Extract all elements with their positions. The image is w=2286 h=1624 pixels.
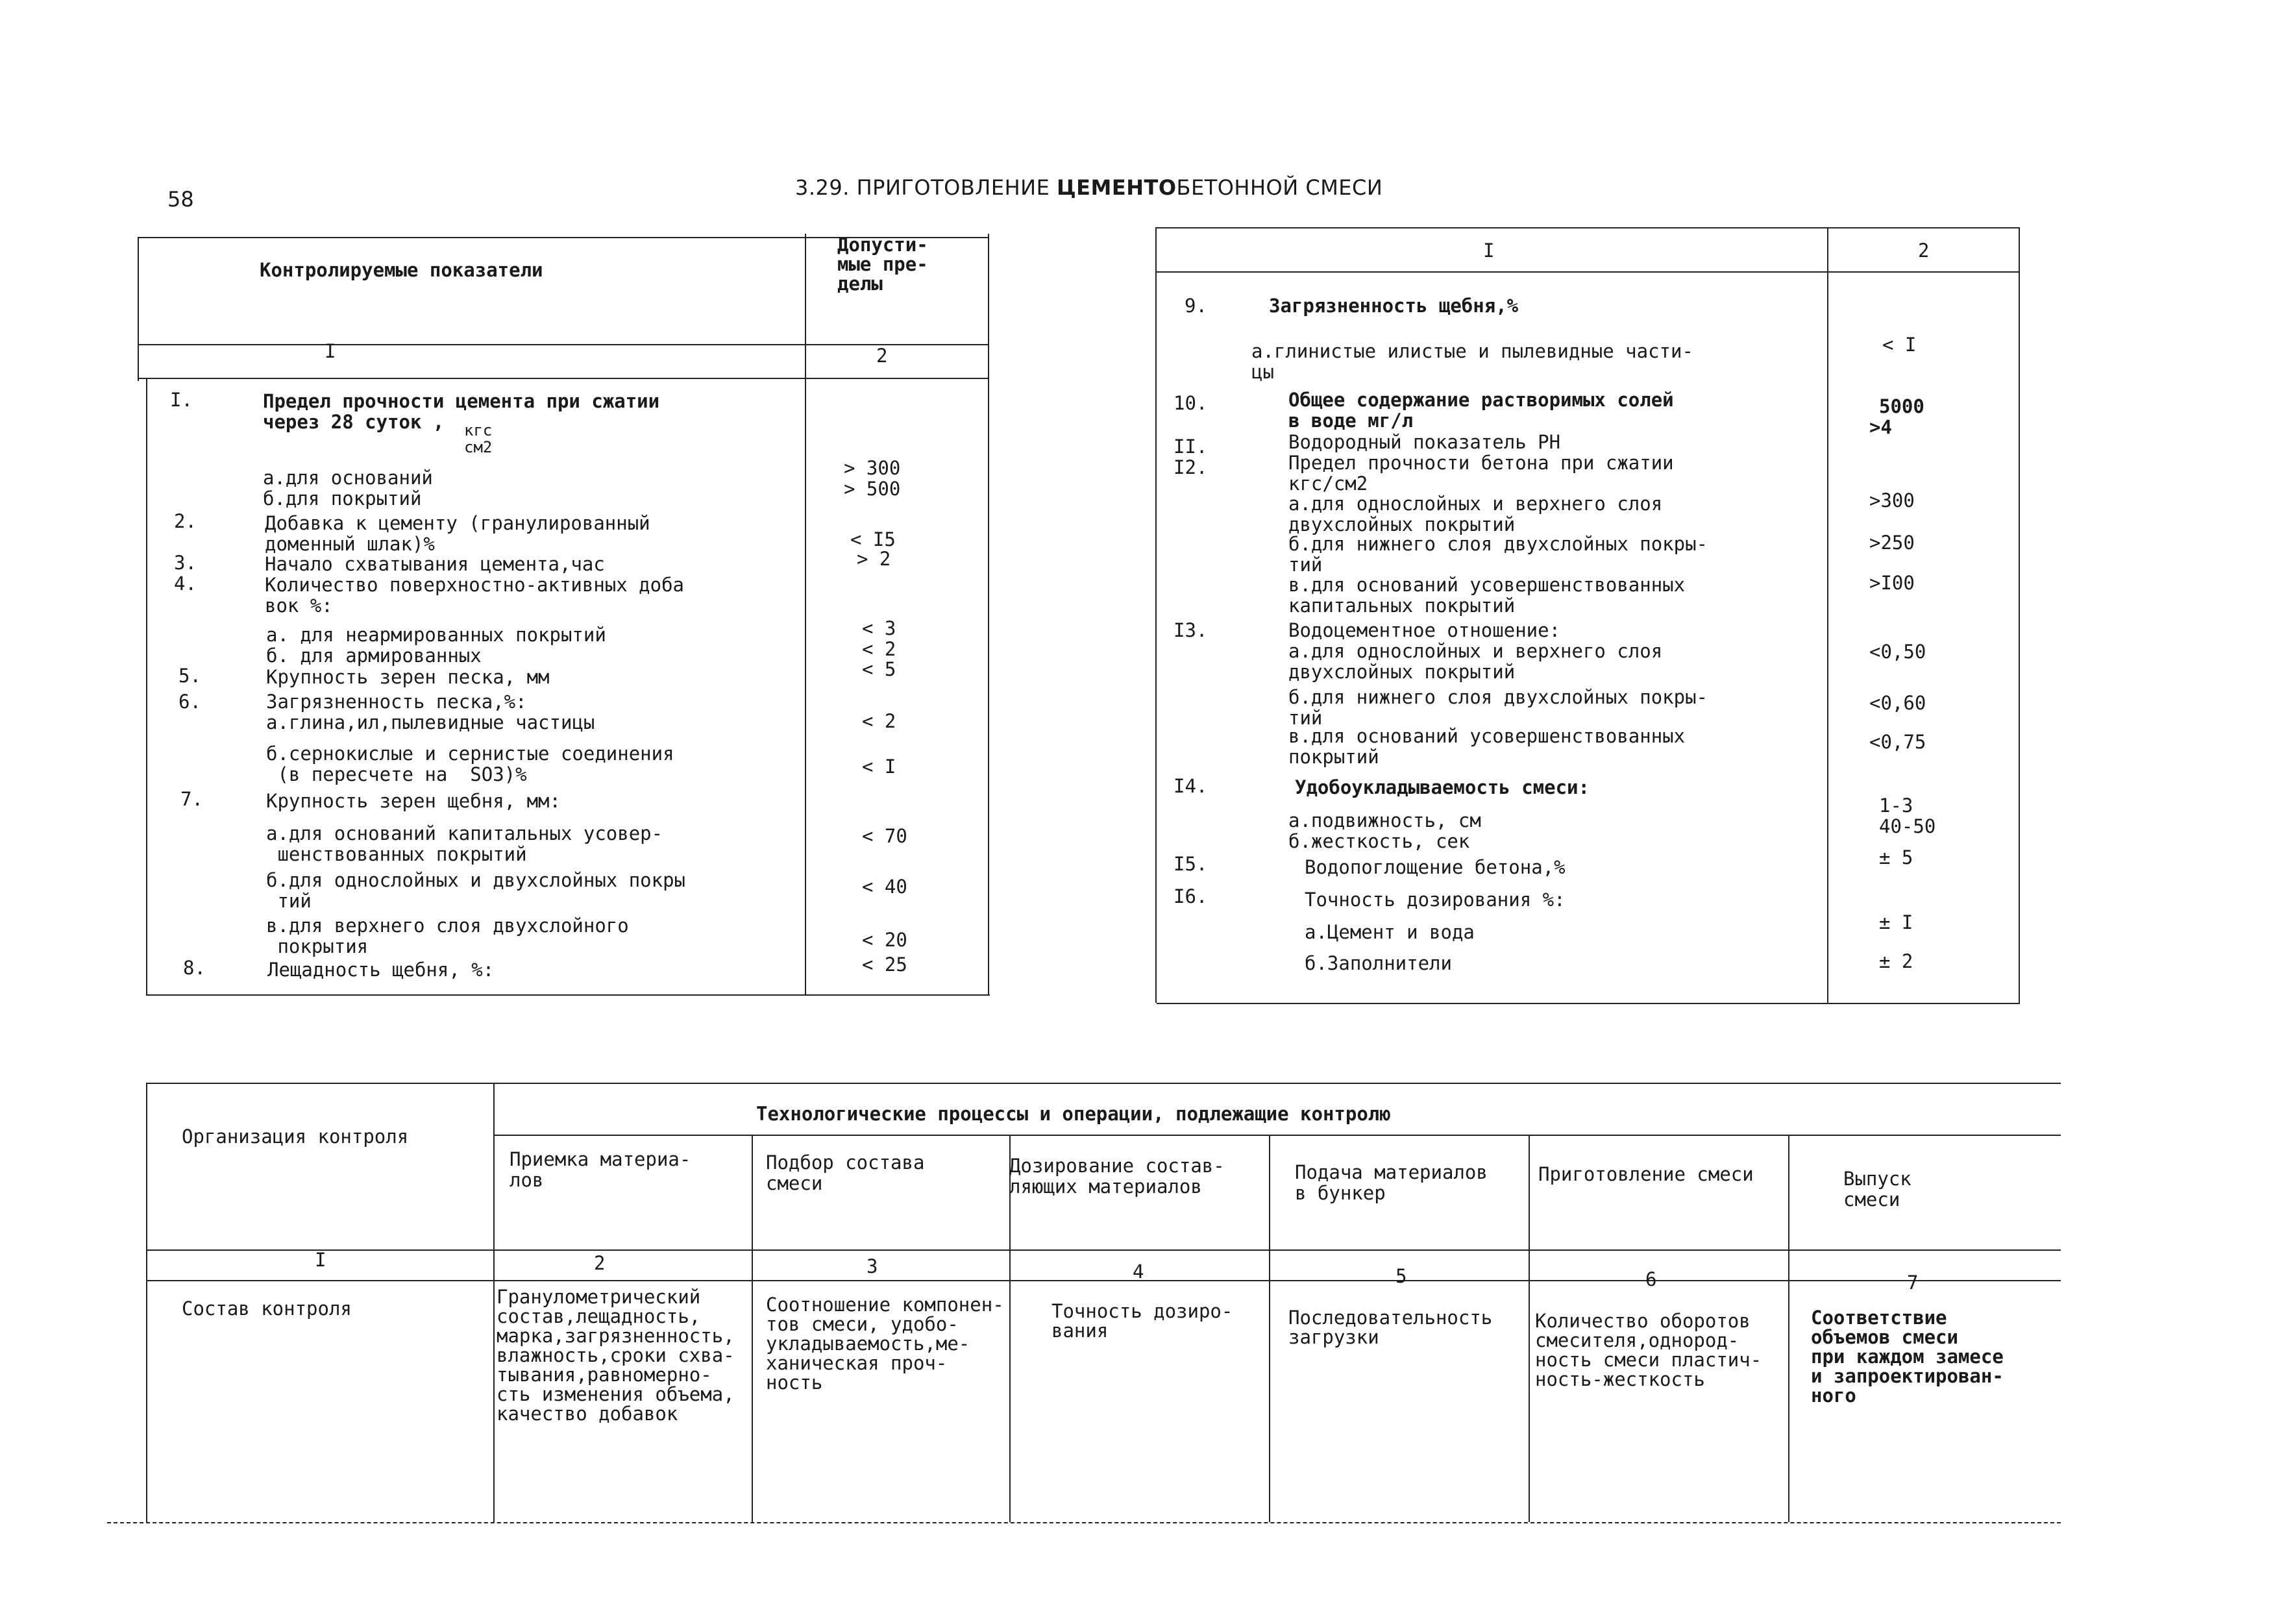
row-text: Точность дозирования %: bbox=[1305, 889, 1566, 911]
unit-fraction: кгс см2 bbox=[464, 421, 493, 456]
row-text: в.для оснований усовершенствованных покрытий bbox=[1288, 725, 1686, 768]
row-value: < 40 bbox=[862, 876, 907, 898]
row-text: Загрязненность щебня,% bbox=[1269, 295, 1519, 317]
row-num: I6. bbox=[1174, 885, 1208, 907]
row-num: 8. bbox=[183, 957, 206, 979]
row-cell: Соответствие объемов смеси при каждом замесе и запроектирован- ного bbox=[1811, 1307, 2004, 1407]
row-num: I. bbox=[170, 389, 193, 411]
row-value: >I00 bbox=[1869, 572, 1915, 594]
row-value: < I bbox=[1882, 334, 1917, 356]
row-num: 2. bbox=[174, 510, 197, 532]
row-value: < 70 bbox=[862, 825, 907, 847]
row-num: 7. bbox=[180, 788, 203, 810]
row-text: Добавка к цементу (гранулированный доменный шлак)% bbox=[265, 512, 650, 555]
row-num: I5. bbox=[1174, 853, 1208, 875]
header-indicators: Контролируемые показатели bbox=[260, 259, 543, 281]
row-cell: Гранулометрический состав,лещадность, марка,загрязненность, влажность,сроки схва- тывания,равномерно- сть изменения объема, качество добавок bbox=[497, 1286, 735, 1425]
row-text: б.для однослойных и двухслойных покры тий bbox=[266, 869, 686, 912]
header-org: Организация контроля bbox=[182, 1126, 409, 1148]
row-num: I2. bbox=[1174, 456, 1208, 478]
row-text: а. для неармированных покрытий б. для армированных bbox=[266, 624, 606, 667]
row-num: 9. bbox=[1185, 295, 1207, 317]
colnum-2: 2 bbox=[1918, 240, 1930, 262]
col-num: 2 bbox=[594, 1252, 606, 1274]
row-value: 1-3 40-50 bbox=[1879, 794, 1936, 837]
page-title: 3.29. ПРИГОТОВЛЕНИЕ ЦЕМЕНТОБЕТОННОЙ СМЕСИ bbox=[795, 175, 1383, 200]
row-cell: Последовательность загрузки bbox=[1288, 1307, 1493, 1348]
row-num: 5. bbox=[178, 665, 201, 687]
row-text: б.Заполнители bbox=[1305, 952, 1452, 974]
row-cell: Соотношение компонен- тов смеси, удобо- укладываемость,ме- ханическая проч- ность bbox=[766, 1294, 1004, 1394]
row-value: <0,75 bbox=[1869, 731, 1926, 753]
col-header: Выпуск смеси bbox=[1843, 1168, 1911, 1211]
col-header: Дозирование состав- ляющих материалов bbox=[1009, 1155, 1225, 1198]
row-text: Общее содержание растворимых солей в воде мг/л bbox=[1288, 389, 1674, 432]
row-text: Водопоглощение бетона,% bbox=[1305, 856, 1566, 878]
row-text: Удобоукладываемость смеси: bbox=[1295, 776, 1590, 798]
row-text: а.глинистые илистые и пылевидные части- цы bbox=[1251, 340, 1693, 383]
row-value: ± 5 bbox=[1879, 846, 1913, 868]
row-value: >4 bbox=[1869, 416, 1892, 438]
col-num: 7 bbox=[1907, 1272, 1919, 1294]
col-num: 4 bbox=[1133, 1261, 1144, 1283]
row-value: < 3 < 2 bbox=[862, 617, 896, 660]
col-header: Приемка материа- лов bbox=[510, 1148, 691, 1191]
row-value: < 25 bbox=[862, 953, 907, 976]
row-value: < 5 bbox=[862, 658, 896, 680]
row-text: Водородный показатель РН bbox=[1288, 431, 1561, 453]
row-text: Водоцементное отношение: а.для однослойных и верхнего слоя двухслойных покрытий bbox=[1288, 619, 1663, 683]
row-text: б.сернокислые и сернистые соединения (в пересчете на SO3)% bbox=[266, 743, 674, 785]
row-text: в.для верхнего слоя двухслойного покрытия bbox=[266, 915, 629, 957]
row-value: 5000 bbox=[1879, 395, 1924, 417]
row-value: > 300 > 500 bbox=[844, 457, 901, 500]
row-value: ± 2 bbox=[1879, 950, 1913, 972]
row-value: > 2 bbox=[857, 548, 891, 570]
row-value: < 2 bbox=[862, 710, 896, 732]
colnum-2: 2 bbox=[876, 345, 888, 367]
col-num: 5 bbox=[1395, 1265, 1407, 1287]
row-text: Предел прочности цемента при сжатии через 28 суток , bbox=[263, 390, 660, 433]
col-header: Подбор состава смеси bbox=[766, 1151, 925, 1194]
row-label: Состав контроля bbox=[182, 1298, 352, 1320]
row-num: 4. bbox=[174, 572, 197, 595]
row-value: < I bbox=[862, 756, 896, 778]
row-text: а.для оснований капитальных усовер- шенствованных покрытий bbox=[266, 822, 663, 865]
colnum-1: I bbox=[325, 340, 336, 362]
row-num: 6. bbox=[178, 691, 201, 713]
row-text: Начало схватывания цемента,час bbox=[265, 553, 605, 575]
header-processes: Технологические процессы и операции, подлежащие контролю bbox=[756, 1103, 1391, 1125]
col-header: Подача материалов в бункер bbox=[1295, 1161, 1488, 1204]
row-text: Загрязненность песка,%: а.глина,ил,пылевидные частицы bbox=[266, 691, 595, 733]
row-value: >250 bbox=[1869, 532, 1915, 554]
row-text: а.подвижность, см б.жесткость, сек bbox=[1288, 809, 1481, 852]
colnum-1: I bbox=[1483, 240, 1495, 262]
row-text: а.Цемент и вода bbox=[1305, 921, 1475, 943]
row-cell: Количество оборотов смесителя,однород- ность смеси пластич- ность-жесткость bbox=[1535, 1310, 1762, 1390]
row-text: Лещадность щебня, %: bbox=[267, 959, 495, 981]
header-limits: Допусти- мые пре- делы bbox=[837, 234, 928, 295]
row-value: ± I bbox=[1879, 911, 1913, 933]
row-value: >300 bbox=[1869, 489, 1915, 511]
col-num: 3 bbox=[866, 1255, 878, 1277]
col-num: 6 bbox=[1645, 1268, 1657, 1290]
row-value: < 20 bbox=[862, 929, 907, 951]
row-num: II. bbox=[1174, 436, 1208, 458]
row-text: Крупность зерен щебня, мм: bbox=[266, 790, 561, 812]
row-value: <0,50 bbox=[1869, 641, 1926, 663]
col-header: Приготовление смеси bbox=[1538, 1163, 1754, 1185]
row-text: б.для нижнего слоя двухслойных покры- тий bbox=[1288, 533, 1708, 576]
row-text: б.для нижнего слоя двухслойных покры- тий bbox=[1288, 686, 1708, 729]
row-text: Крупность зерен песка, мм bbox=[266, 666, 550, 688]
row-value: < I5 bbox=[850, 528, 896, 550]
row-num: 3. bbox=[174, 552, 197, 574]
row-text: Предел прочности бетона при сжатии кгс/см2 bbox=[1288, 452, 1674, 495]
row-num: I4. bbox=[1174, 775, 1208, 797]
row-text: Количество поверхностно-активных доба вок %: bbox=[265, 574, 685, 617]
row-text: а.для однослойных и верхнего слоя двухслойных покрытий bbox=[1288, 493, 1663, 535]
row-value: <0,60 bbox=[1869, 692, 1926, 714]
row-text: а.для оснований б.для покрытий bbox=[263, 467, 433, 510]
page-number: 58 bbox=[167, 187, 194, 212]
row-text: в.для оснований усовершенствованных капитальных покрытий bbox=[1288, 574, 1686, 617]
row-cell: Точность дозиро- вания bbox=[1051, 1300, 1233, 1342]
row-num: I3. bbox=[1174, 619, 1208, 641]
col-num: I bbox=[315, 1249, 326, 1271]
row-num: 10. bbox=[1174, 392, 1208, 414]
